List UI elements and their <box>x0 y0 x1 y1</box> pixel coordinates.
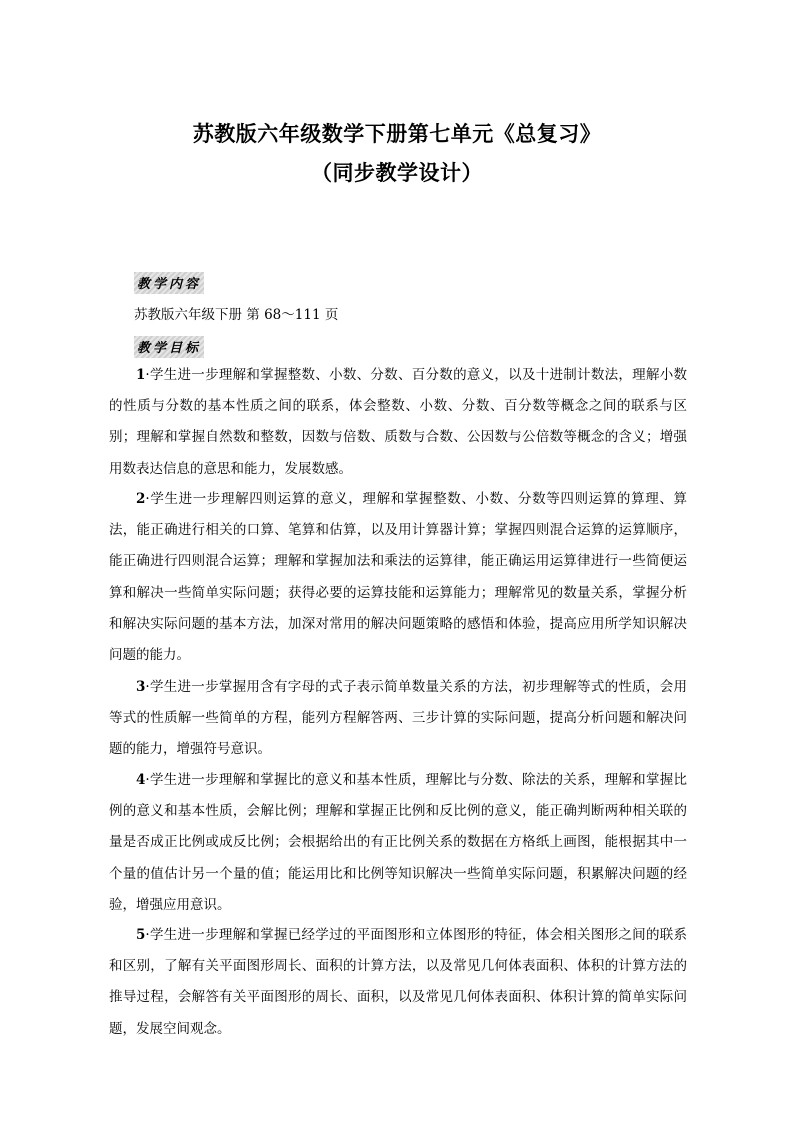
document-title: 苏教版六年级数学下册第七单元《总复习》 <box>192 121 602 146</box>
goal-paragraph-3 <box>109 672 687 766</box>
textbook-source: 苏教版六年级下册 第 68～111 页 <box>134 307 339 323</box>
goal-paragraph-2 <box>109 484 687 671</box>
goal-number: 3 <box>136 679 146 695</box>
section-tag-teaching-goals: 教学目标 <box>134 336 204 358</box>
goal-text: ·学生进一步掌握用含有字母的式子表示简单数量关系的方法，初步理解等式的性质，会用等式的性质解一些简单的方程，能列方程解答两、三步计算的实际问题，提高分析问题和解决问题的能力，增强符号意识。 <box>109 679 687 758</box>
goal-number: 1 <box>136 367 146 383</box>
goal-number: 4 <box>136 772 146 788</box>
goal-text: ·学生进一步理解和掌握整数、小数、分数、百分数的意义，以及十进制计数法，理解小数的性质与分数的基本性质之间的联系，体会整数、小数、分数、百分数等概念之间的联系与区别；理解和掌握自然数和整数，因数与倍数、质数与合数、公因数与公倍数等概念的含义；增强用数表达信息的意思和能力，发展数感。 <box>109 367 687 477</box>
goal-number: 2 <box>136 491 146 507</box>
goal-text: ·学生进一步理解四则运算的意义，理解和掌握整数、小数、分数等四则运算的算理、算法，能正确进行相关的口算、笔算和估算，以及用计算器计算；掌握四则混合运算的运算顺序，能正确进行四则混合运算；理解和掌握加法和乘法的运算律，能正确运用运算律进行一些简便运算和解决一些简单实际问题；获得必要的运算技能和运算能力；理解常见的数量关系，掌握分析和解决实际问题的基本方法，加深对常用的解决问题策略的感悟和体验，提高应用所学知识解决问题的能力。 <box>109 491 687 664</box>
goal-text: ·学生进一步理解和掌握比的意义和基本性质，理解比与分数、除法的关系，理解和掌握比例的意义和基本性质，会解比例；理解和掌握正比例和反比例的意义，能正确判断两种相关联的量是否成正比例或成反比例；会根据给出的有正比例关系的数据在方格纸上画图，能根据其中一个量的值估计另一个量的值；能运用比和比例等知识解决一些简单实际问题，积累解决问题的经验，增强应用意识。 <box>109 772 687 913</box>
goal-paragraph-4 <box>109 765 687 921</box>
goal-number: 5 <box>136 927 146 943</box>
goal-paragraph-1 <box>109 360 687 485</box>
goal-text: ·学生进一步理解和掌握已经学过的平面图形和立体图形的特征，体会相关图形之间的联系和区别，了解有关平面图形周长、面积的计算方法，以及常见几何体表面积、体积的计算方法的推导过程，会解答有关平面图形的周长、面积，以及常见几何体表面积、体积计算的简单实际问题，发展空间观念。 <box>109 927 687 1037</box>
section-tag-teaching-content: 教学内容 <box>134 272 204 294</box>
goal-paragraph-5 <box>109 920 687 1045</box>
document-subtitle: （同步教学设计） <box>311 160 483 185</box>
